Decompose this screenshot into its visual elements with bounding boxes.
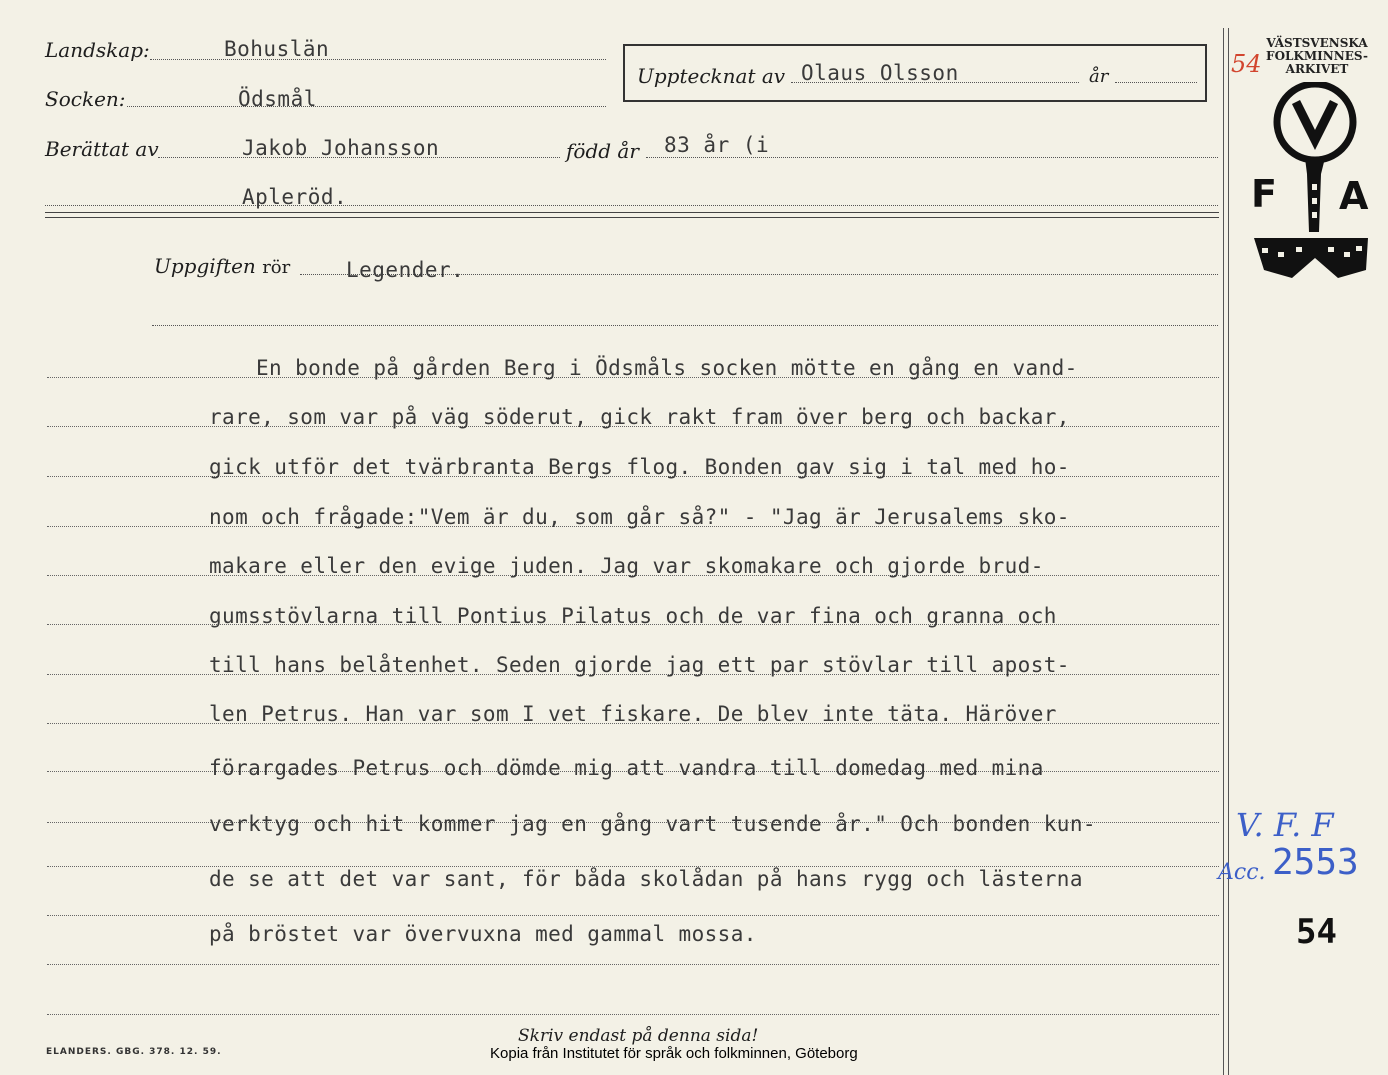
archive-name-line: VÄSTSVENSKA xyxy=(1266,36,1368,50)
landskap-label: Landskap: xyxy=(45,38,150,62)
body-text-line: de se att det var sant, för båda skolådan på hans rygg och lästerna xyxy=(209,867,1083,891)
fodd-label: född år xyxy=(566,139,639,163)
ruled-line xyxy=(47,1014,1219,1015)
body-text-line: len Petrus. Han var som I vet fiskare. De blev inte täta. Häröver xyxy=(209,702,1057,726)
ruled-line xyxy=(47,964,1219,965)
berattat-label: Berättat av xyxy=(45,137,159,161)
margin-rule-right xyxy=(1228,28,1229,1075)
body-text-line: verktyg och hit kommer jag en gång vart tusende år." Och bonden kun- xyxy=(209,812,1096,836)
recorder-box xyxy=(623,44,1207,102)
logo-letter-f: F xyxy=(1251,172,1277,216)
socken-label: Socken: xyxy=(45,87,126,111)
body-text-line: nom och frågade:"Vem är du, som går så?" - "Jag är Jerusalems sko- xyxy=(209,505,1070,529)
socken-value: Ödsmål xyxy=(238,87,317,111)
archive-name-line: ARKIVET xyxy=(1285,62,1349,76)
place-value: Apleröd. xyxy=(242,185,348,209)
body-text-line: En bonde på gården Berg i Ödsmåls socken mötte en gång en vand- xyxy=(256,356,1078,380)
recorder-value: Olaus Olsson xyxy=(801,61,959,85)
body-text-line: till hans belåtenhet. Seden gjorde jag ett par stövlar till apost- xyxy=(209,653,1070,677)
body-text-line: förargades Petrus och dömde mig att vandra till domedag med mina xyxy=(209,756,1044,780)
margin-rule-left xyxy=(1223,28,1224,1075)
page-number: 54 xyxy=(1296,912,1337,952)
logo-v-mark xyxy=(1296,102,1334,140)
body-text-line: makare eller den evige juden. Jag var skomakare och gjorde brud- xyxy=(209,554,1044,578)
copy-note: Kopia från Institutet för språk och folkminnen, Göteborg xyxy=(490,1045,858,1062)
landskap-dotted-line xyxy=(150,59,606,60)
recorder-label: Upptecknat av xyxy=(637,64,786,88)
logo-letter-a: A xyxy=(1339,174,1369,218)
socken-dotted-line xyxy=(127,106,606,107)
body-text-line: gumsstövlarna till Pontius Pilatus och de var fina och granna och xyxy=(209,604,1057,628)
subject-label-suffix: rör xyxy=(262,257,291,278)
red-page-number: 54 xyxy=(1231,50,1262,78)
stamp-vff: V. F. F xyxy=(1236,806,1334,844)
stamp-accession-number: 2553 xyxy=(1272,842,1359,883)
landskap-value: Bohuslän xyxy=(224,37,330,61)
year-dotted-line xyxy=(1115,82,1197,83)
logo-hammer-shaft xyxy=(1305,158,1325,232)
archive-name xyxy=(1258,37,1376,76)
body-text-line: rare, som var på väg söderut, gick rakt fram över berg och backar, xyxy=(209,405,1070,429)
subject-value: Legender. xyxy=(346,258,465,282)
subject-label-main: Uppgiften xyxy=(154,254,256,278)
archive-name-line: FOLKMINNES- xyxy=(1266,49,1368,63)
write-instruction: Skriv endast på denna sida! xyxy=(518,1026,759,1046)
subject-second-line xyxy=(152,325,1218,326)
ruled-line xyxy=(47,915,1219,916)
header-rule-top xyxy=(45,212,1219,213)
body-text-line: på bröstet var övervuxna med gammal mossa. xyxy=(209,922,757,946)
fodd-dotted-line xyxy=(646,157,1218,158)
logo-hammer-head xyxy=(1254,238,1368,278)
year-label: år xyxy=(1089,66,1109,87)
header-rule-bottom xyxy=(45,217,1219,218)
stamp-acc-prefix: Acc. xyxy=(1218,860,1266,885)
place-dotted-line xyxy=(45,205,1218,206)
fodd-value: 83 år (i xyxy=(664,133,770,157)
printer-imprint: ELANDERS. GBG. 378. 12. 59. xyxy=(46,1047,222,1057)
subject-label xyxy=(154,254,290,278)
body-text-line: gick utför det tvärbranta Bergs flog. Bonden gav sig i tal med ho- xyxy=(209,455,1070,479)
berattat-value: Jakob Johansson xyxy=(242,136,440,160)
